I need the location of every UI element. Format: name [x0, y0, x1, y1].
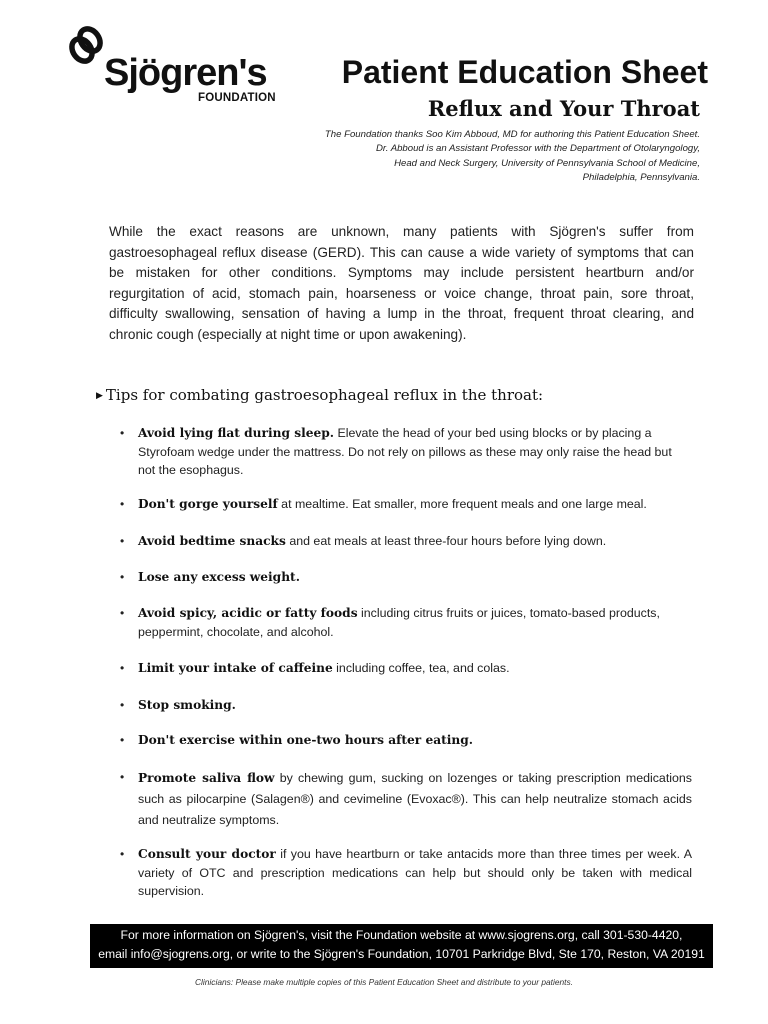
list-item — [120, 532, 692, 551]
tips-heading-text: Tips for combating gastroesophageal reflux in the throat: — [105, 386, 544, 404]
list-item — [120, 424, 692, 480]
list-item — [120, 696, 692, 715]
bullet-icon: • — [120, 733, 125, 747]
page-title: Patient Education Sheet — [341, 54, 708, 90]
tip-bold: Don't exercise within one-two hours after eating. — [138, 733, 474, 747]
bullet-icon: • — [120, 606, 125, 620]
footer-line: email info@sjogrens.org, or write to the Sjögren's Foundation, 10701 Parkridge Blvd, Ste 170, Reston, VA 20191 — [98, 947, 705, 961]
clinician-note: Clinicians: Please make multiple copies of this Patient Education Sheet and distribute to your patients. — [194, 977, 574, 987]
footer-line: For more information on Sjögren's, visit the Foundation website at www.sjogrens.org, call 301-530-4420, — [120, 928, 683, 942]
arrow-right-icon: ▶ — [96, 391, 103, 401]
list-item — [120, 731, 692, 750]
intro-paragraph: While the exact reasons are unknown, many patients with Sjögren's suffer from gastroesophageal reflux disease (GERD). This can cause a wide variety of symptoms that can be mistaken for other conditions. Symptoms may include persistent heartburn and/or regurgitation of acid, stomach pain, hoarseness or voice change, throat pain, sore throat, difficulty swallowing, sensation of having a lump in the throat, frequent throat clearing, and chronic cough (especially at night time or upon awakening). — [109, 224, 694, 342]
tip-bold: Don't gorge yourself — [138, 497, 278, 511]
tip-bold: Consult your doctor — [138, 847, 276, 861]
list-item — [120, 659, 692, 678]
tip-text: and eat meals at least three-four hours before lying down. — [285, 534, 607, 548]
list-item — [120, 495, 692, 514]
tip-text: if you have heartburn or take antacids more than three times per week. A variety of OTC and prescription medications can help but should only be taken with medical supervision. — [138, 847, 693, 899]
list-item — [120, 604, 692, 641]
tip-bold: Avoid lying flat during sleep. — [138, 426, 334, 440]
tip-bold: Avoid bedtime snacks — [138, 534, 286, 548]
list-item — [120, 568, 692, 587]
contact-footer — [90, 924, 713, 968]
logo-subtitle: FOUNDATION — [198, 92, 276, 104]
tip-bold: Limit your intake of caffeine — [138, 661, 333, 675]
tip-text: Elevate the head of your bed using blocks or by placing a Styrofoam wedge under the mattress. Do not rely on pillows as these may only raise the head but not the esophagus. — [138, 426, 672, 478]
tip-text: at mealtime. Eat smaller, more frequent meals and one large meal. — [277, 497, 647, 511]
credits-line: Head and Neck Surgery, University of Pennsylvania School of Medicine, — [394, 157, 700, 169]
tips-heading — [96, 386, 543, 404]
credits-line: Dr. Abboud is an Assistant Professor with the Department of Otolaryngology, — [375, 143, 700, 155]
foundation-logo — [68, 26, 278, 110]
credits-line: The Foundation thanks Soo Kim Abboud, MD for authoring this Patient Education Sheet. — [324, 129, 700, 140]
page-subtitle: Reflux and Your Throat — [427, 96, 700, 121]
foundation-logo-mark-icon — [68, 26, 108, 70]
bullet-icon: • — [120, 847, 125, 861]
tip-text: including coffee, tea, and colas. — [332, 661, 510, 675]
tip-bold: Lose any excess weight. — [138, 570, 300, 584]
credits-line: Philadelphia, Pennsylvania. — [582, 172, 700, 184]
tip-bold: Stop smoking. — [138, 698, 236, 712]
bullet-icon: • — [120, 497, 125, 511]
tip-bold: Promote saliva flow — [138, 771, 275, 785]
bullet-icon: • — [120, 770, 125, 784]
tip-text: by chewing gum, sucking on lozenges or taking prescription medications such as pilocarpine (Salagen®) and cevimeline (Evoxac®). This can help neutralize stomach acids and neutralize symptoms. — [138, 771, 692, 827]
list-item — [120, 845, 692, 901]
tip-text: including citrus fruits or juices, tomato-based products, peppermint, chocolate, and alcohol. — [138, 606, 660, 639]
bullet-icon: • — [120, 426, 125, 440]
list-item — [120, 768, 692, 831]
bullet-icon: • — [120, 698, 125, 712]
bullet-icon: • — [120, 661, 125, 675]
bullet-icon: • — [120, 570, 125, 584]
author-credits — [240, 128, 700, 186]
logo-name: Sjögren's — [104, 52, 267, 94]
bullet-icon: • — [120, 534, 125, 548]
tip-bold: Avoid spicy, acidic or fatty foods — [138, 606, 358, 620]
